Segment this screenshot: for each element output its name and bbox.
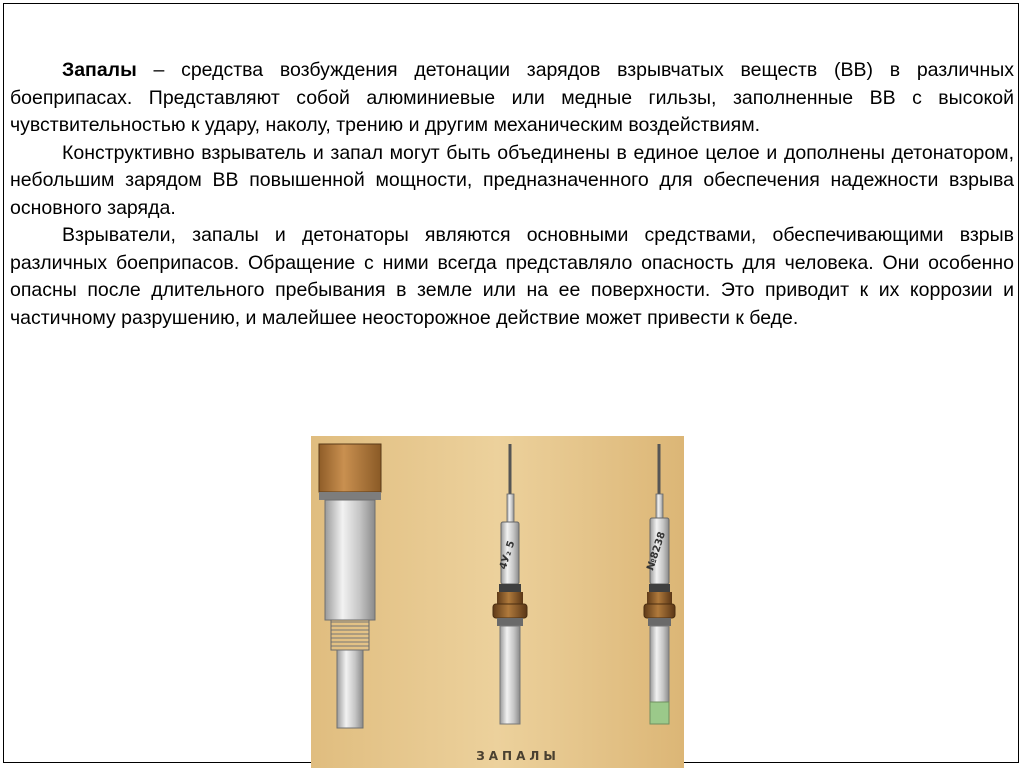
paragraph-3: Взрыватели, запалы и детонаторы являются основными средствами, обеспечивающими взрыв различных боеприпасов. Обращение с ними всегда представляло опасность для человека. Они особенно опасны после длительного пребывания в земле или на ее поверхности. Это приводит к их коррозии и частичному разрушению, и малейшее неосторожное действие может привести к беде. bbox=[10, 224, 1014, 329]
paragraph-2: Конструктивно взрыватель и запал могут быть объединены в единое целое и дополнены детонатором, небольшим зарядом ВВ повышенной мощности, предназначенного для обеспечения надежности взрыва основного заряда. bbox=[10, 141, 1014, 219]
paragraph-1 bbox=[10, 57, 1014, 140]
green-tip bbox=[650, 702, 669, 724]
paragraph-1-text: – средства возбуждения детонации зарядов взрывчатых веществ (ВВ) в различных боеприпасах. Представляют собой алюминиевые или медные гильзы, заполненные ВВ с высокой чувствительностью к удару, наколу, трению и другим механическим воздействиям. bbox=[10, 59, 1014, 136]
fuses-svg bbox=[311, 436, 684, 768]
middle-fuse-label: 4У₂ 5 bbox=[497, 539, 518, 571]
figure-caption: ЗАПАЛЫ bbox=[476, 749, 560, 763]
term-zapaly: Запалы bbox=[62, 59, 137, 81]
fuses-illustration bbox=[311, 436, 684, 768]
text-block bbox=[10, 57, 1014, 332]
right-fuse-label: №8238 bbox=[645, 530, 669, 572]
